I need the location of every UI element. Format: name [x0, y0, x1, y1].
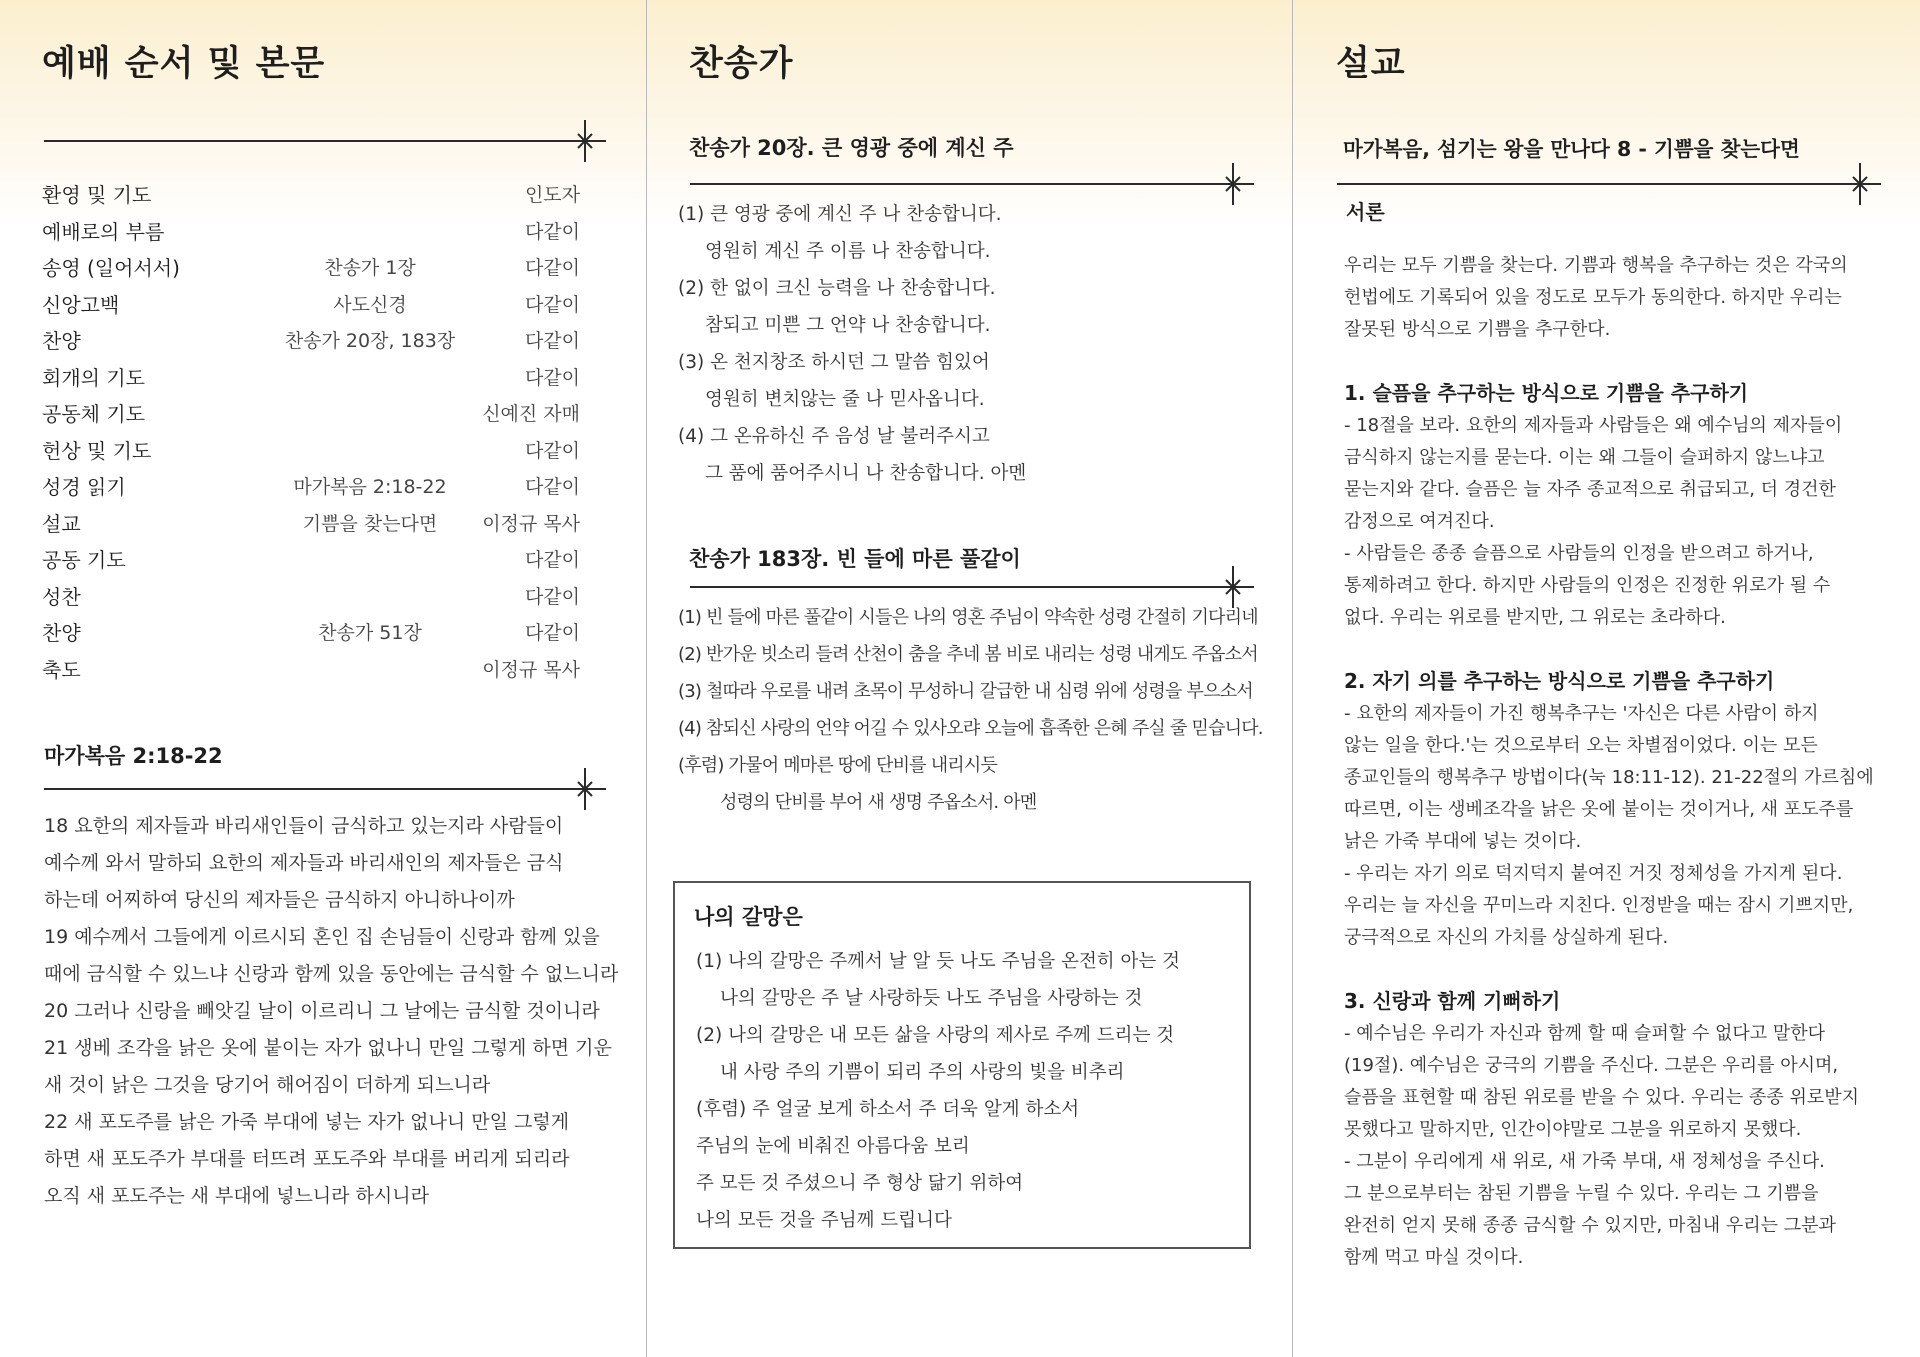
sermon-line: 헌법에도 기록되어 있을 정도로 모두가 동의한다. 하지만 우리는: [1344, 287, 1842, 308]
order-leader: 다같이: [524, 585, 580, 608]
order-item: 헌상 및 기도: [42, 438, 152, 463]
order-leader: 다같이: [524, 622, 580, 644]
lyric-line: (후렴) 주 얼굴 보게 하소서 주 더욱 알게 하소서: [696, 1099, 1080, 1120]
order-leader: 다같이: [524, 476, 580, 498]
lyric-line: 참되고 미쁜 그 언약 나 찬송합니다.: [705, 315, 991, 336]
sermon-heading: 설교: [1336, 44, 1406, 84]
order-item: 예배로의 부름: [42, 219, 165, 244]
scripture-line: 21 생베 조각을 낡은 옷에 붙이는 자가 없나니 만일 그렇게 하면 기운: [44, 1037, 612, 1059]
lyric-line: 성령의 단비를 부어 새 생명 주옵소서. 아멘: [720, 792, 1037, 813]
lyric-line: (1) 나의 갈망은 주께서 날 알 듯 나도 주님을 온전히 아는 것: [696, 951, 1181, 972]
order-row: [42, 652, 580, 689]
sermon-line: 우리는 늘 자신을 꾸미느라 지친다. 인정받을 때는 잠시 기쁘지만,: [1344, 895, 1854, 916]
sermon-line: - 예수님은 우리가 자신과 함께 할 때 슬퍼할 수 없다고 말한다: [1344, 1023, 1826, 1044]
sermon-line: 우리는 모두 기쁨을 찾는다. 기쁨과 행복을 추구하는 것은 각국의: [1344, 255, 1848, 276]
hymn-20-title: 찬송가 20장. 큰 영광 중에 계신 주: [689, 136, 1014, 160]
order-row: [42, 469, 580, 506]
lyric-line: 주 모든 것 주셨으니 주 형상 닮기 위하여: [696, 1173, 1024, 1194]
order-leader: 인도자: [524, 184, 580, 206]
sermon-line: 그 분으로부터는 참된 기쁨을 누릴 수 있다. 우리는 그 기쁨을: [1344, 1183, 1819, 1204]
lyric-line: (4) 참되신 사랑의 언약 어길 수 있사오랴 오늘에 흡족한 은혜 주실 줄 믿습니다.: [678, 718, 1263, 739]
page-title: 예배 순서 및 본문: [42, 44, 326, 84]
order-item: 회개의 기도: [42, 365, 145, 390]
divider-rule: [1337, 163, 1863, 205]
sermon-line: 금식하지 않는지를 묻는다. 이는 왜 그들이 슬퍼하지 않느냐고: [1344, 447, 1825, 468]
sparkle-icon: [564, 768, 606, 810]
scripture-line: 20 그러나 신랑을 빼앗길 날이 이르리니 그 날에는 금식할 것이니라: [44, 1000, 600, 1022]
order-row: [42, 323, 580, 360]
song-box: [673, 881, 1251, 1249]
order-item: 송영 (일어서서): [42, 256, 180, 280]
order-leader: 다같이: [524, 220, 580, 243]
order-row: [42, 433, 580, 470]
sermon-line: 함께 먹고 마실 것이다.: [1344, 1247, 1524, 1268]
order-detail: 찬송가 51장: [318, 622, 422, 644]
order-item: 찬양: [42, 621, 81, 645]
order-leader: 다같이: [524, 293, 580, 316]
song-title: 나의 갈망은: [694, 905, 803, 929]
order-row: [42, 396, 580, 433]
order-leader: 다같이: [524, 257, 580, 279]
sermon-line: - 18절을 보라. 요한의 제자들과 사람들은 왜 예수님의 제자들이: [1344, 415, 1843, 436]
section-2-heading: 2. 자기 의를 추구하는 방식으로 기쁨을 추구하기: [1344, 669, 1775, 693]
sermon-line: 궁극적으로 자신의 가치를 상실하게 된다.: [1344, 927, 1669, 948]
lyric-line: 나의 모든 것을 주님께 드립니다: [696, 1210, 952, 1231]
hymns-title: 찬송가: [689, 44, 794, 84]
sermon-line: 따르면, 이는 생베조각을 낡은 옷에 붙이는 것이거나, 새 포도주를: [1344, 799, 1854, 820]
song-lyrics: [696, 943, 1180, 1239]
sermon-line: 종교인들의 행복추구 방법이다(눅 18:11-12). 21-22절의 가르침에: [1344, 767, 1874, 788]
section-3-heading: 3. 신랑과 함께 기뻐하기: [1344, 989, 1561, 1013]
order-leader: 다같이: [524, 330, 580, 352]
sermon-line: 슬픔을 표현할 때 참된 위로를 받을 수 있다. 우리는 종종 위로받지: [1344, 1087, 1860, 1108]
order-detail: 기쁨을 찾는다면: [302, 512, 438, 535]
sermon-line: 묻는지와 같다. 슬픔은 늘 자주 종교적으로 취급되고, 더 경건한: [1344, 479, 1836, 500]
intro-label: 서론: [1346, 200, 1385, 224]
order-item: 신앙고백: [42, 292, 120, 317]
scripture-line: 22 새 포도주를 낡은 가죽 부대에 넣는 자가 없나니 만일 그렇게: [44, 1111, 570, 1133]
lyric-line: (4) 그 온유하신 주 음성 날 불러주시고: [678, 426, 990, 447]
order-item: 성찬: [42, 584, 81, 609]
order-row: [42, 542, 580, 579]
sermon-line: - 요한의 제자들이 가진 행복추구는 '자신은 다른 사람이 하지: [1344, 703, 1819, 724]
order-row: [42, 177, 580, 214]
lyric-line: (2) 반가운 빗소리 들려 산천이 춤을 추네 봄 비로 내리는 성령 내게도 주옵소서: [678, 644, 1258, 665]
order-leader: 다같이: [524, 439, 580, 462]
order-item: 성경 읽기: [42, 475, 126, 499]
order-row: [42, 579, 580, 616]
order-row: [42, 250, 580, 287]
scripture-line: 오직 새 포도주는 새 부대에 넣느니라 하시니라: [44, 1185, 429, 1207]
order-leader: 다같이: [524, 549, 580, 571]
sermon-line: - 사람들은 종종 슬픔으로 사람들의 인정을 받으려고 하거나,: [1344, 543, 1814, 564]
lyric-line: (후렴) 가물어 메마른 땅에 단비를 내리시듯: [678, 755, 998, 776]
scripture-line: 하는데 어찌하여 당신의 제자들은 금식하지 아니하나이까: [44, 889, 515, 911]
scripture-line: 18 요한의 제자들과 바리새인들이 금식하고 있는지라 사람들이: [44, 815, 564, 837]
lyric-line: 내 사랑 주의 기쁨이 되리 주의 사랑의 빛을 비추리: [720, 1062, 1125, 1083]
order-item: 축도: [42, 657, 81, 682]
sermon-title: 마가복음, 섬기는 왕을 만나다 8 - 기쁨을 찾는다면: [1343, 137, 1800, 161]
sermon-line: 통제하려고 한다. 하지만 사람들의 인정은 진정한 위로가 될 수: [1344, 575, 1831, 596]
order-leader: 이정규 목사: [482, 658, 580, 681]
order-detail: 마가복음 2:18-22: [293, 476, 447, 498]
sermon-line: - 그분이 우리에게 새 위로, 새 가죽 부대, 새 정체성을 주신다.: [1344, 1151, 1825, 1172]
sermon-line: (19절). 예수님은 궁극의 기쁨을 주신다. 그분은 우리를 아시며,: [1344, 1055, 1839, 1076]
order-of-worship-column: [0, 0, 646, 1357]
lyric-line: (1) 큰 영광 중에 계신 주 나 찬송합니다.: [678, 204, 1002, 225]
order-leader: 신예진 자매: [482, 403, 580, 425]
sermon-line: 낡은 가죽 부대에 넣는 것이다.: [1344, 831, 1582, 852]
order-row: [42, 214, 580, 251]
order-item: 환영 및 기도: [42, 183, 152, 207]
lyric-line: 영원히 변치않는 줄 나 믿사옵니다.: [705, 389, 985, 410]
scripture-line: 새 것이 낡은 그것을 당기어 해어짐이 더하게 되느니라: [44, 1074, 491, 1096]
sparkle-icon: [564, 120, 606, 162]
order-table: [42, 177, 580, 688]
lyric-line: 나의 갈망은 주 날 사랑하듯 나도 주님을 사랑하는 것: [720, 988, 1143, 1009]
order-item: 설교: [42, 511, 81, 536]
order-row: [42, 506, 580, 543]
order-item: 공동체 기도: [42, 402, 145, 426]
lyric-line: 주님의 눈에 비춰진 아름다움 보리: [696, 1136, 970, 1157]
sermon-line: 잘못된 방식으로 기쁨을 추구한다.: [1344, 319, 1611, 340]
sermon-line: 완전히 얻지 못해 종종 금식할 수 있지만, 마침내 우리는 그분과: [1344, 1215, 1836, 1236]
lyric-line: 그 품에 품어주시니 나 찬송합니다. 아멘: [705, 463, 1027, 484]
hymn-183-title: 찬송가 183장. 빈 들에 마른 풀같이: [689, 547, 1021, 571]
order-item: 공동 기도: [42, 548, 126, 572]
sparkle-icon: [1212, 163, 1254, 205]
lyric-line: (2) 나의 갈망은 내 모든 삶을 사랑의 제사로 주께 드리는 것: [696, 1025, 1175, 1046]
scripture-line: 하면 새 포도주가 부대를 터뜨려 포도주와 부대를 버리게 되리라: [44, 1148, 570, 1170]
divider-rule: [44, 768, 588, 810]
sermon-line: - 우리는 자기 의로 덕지덕지 붙여진 거짓 정체성을 가지게 된다.: [1344, 863, 1843, 884]
lyric-line: (3) 철따라 우로를 내려 초목이 무성하니 갈급한 내 심령 위에 성령을 부으소서: [678, 681, 1253, 702]
sermon-line: 감정으로 여겨진다.: [1344, 511, 1495, 532]
sermon-line: 않는 일을 한다.'는 것으로부터 오는 차별점이었다. 이는 모든: [1344, 735, 1818, 756]
lyric-line: (3) 온 천지창조 하시던 그 말씀 힘있어: [678, 352, 990, 373]
order-detail: 찬송가 1장: [324, 257, 416, 279]
scripture-line: 예수께 와서 말하되 요한의 제자들과 바리새인의 제자들은 금식: [44, 852, 564, 874]
scripture-line: 때에 금식할 수 있느냐 신랑과 함께 있을 동안에는 금식할 수 없느니라: [44, 963, 619, 985]
scripture-line: 19 예수께서 그들에게 이르시되 혼인 집 손님들이 신랑과 함께 있을: [44, 926, 600, 948]
lyric-line: 영원히 계신 주 이름 나 찬송합니다.: [705, 241, 991, 262]
hymn-20-lyrics: [678, 196, 1026, 492]
sermon-line: 못했다고 말하지만, 인간이야말로 그분을 위로하지 못했다.: [1344, 1119, 1802, 1140]
order-row: [42, 615, 580, 652]
lyric-line: (2) 한 없이 크신 능력을 나 찬송합니다.: [678, 278, 996, 299]
order-row: [42, 360, 580, 397]
divider-rule: [44, 120, 588, 162]
order-detail: 찬송가 20장, 183장: [284, 330, 456, 352]
order-leader: 이정규 목사: [482, 512, 580, 535]
order-row: [42, 287, 580, 324]
order-detail: 사도신경: [333, 293, 407, 316]
scripture-text: [44, 808, 618, 1215]
lyric-line: (1) 빈 들에 마른 풀같이 시들은 나의 영혼 주님이 약속한 성령 간절히 기다리네: [678, 607, 1258, 628]
sermon-line: 없다. 우리는 위로를 받지만, 그 위로는 초라하다.: [1344, 607, 1726, 628]
sermon-outline: [1344, 250, 1889, 1274]
order-item: 찬양: [42, 329, 81, 353]
sparkle-icon: [1839, 163, 1881, 205]
hymn-183-lyrics: [678, 599, 1263, 821]
scripture-title: 마가복음 2:18-22: [44, 744, 223, 768]
section-1-heading: 1. 슬픔을 추구하는 방식으로 기쁨을 추구하기: [1344, 381, 1749, 405]
order-leader: 다같이: [524, 366, 580, 389]
